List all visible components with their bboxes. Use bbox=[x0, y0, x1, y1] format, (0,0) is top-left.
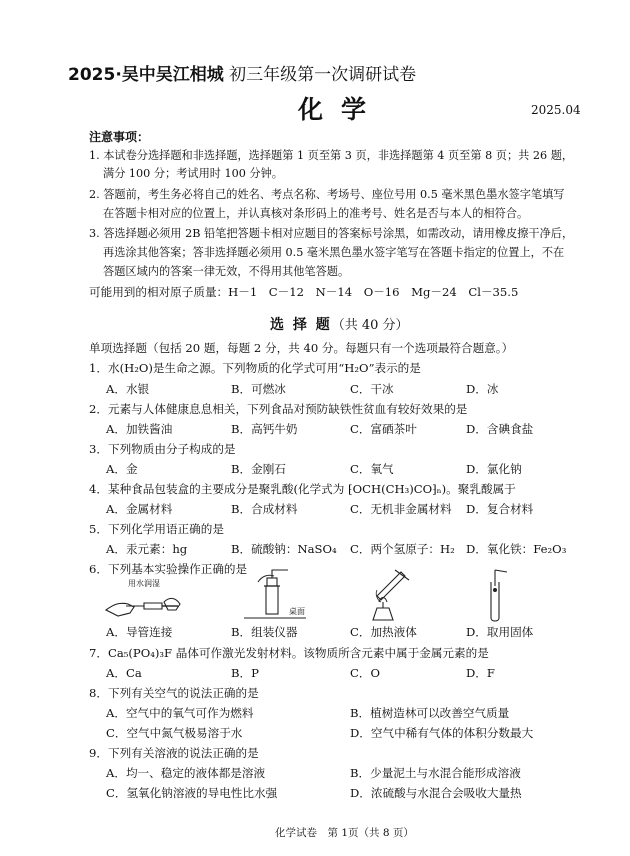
figure-label-table: 桌面 bbox=[289, 607, 305, 616]
option-b: B．合成材料 bbox=[231, 502, 298, 516]
option-a: A．金 bbox=[106, 462, 138, 476]
option-d: D．氯化钠 bbox=[466, 462, 522, 476]
option-a: A．均一、稳定的液体都是溶液 bbox=[106, 766, 266, 780]
question-stem: 2．元素与人体健康息息相关，下列食品对预防缺铁性贫血有较好效果的是 bbox=[89, 402, 468, 416]
question-stem: 9．下列有关溶液的说法正确的是 bbox=[89, 746, 259, 760]
exam-title bbox=[68, 60, 416, 85]
option-b: B．少量泥土与水混合能形成溶液 bbox=[350, 766, 521, 780]
option-a: A．水银 bbox=[106, 382, 150, 396]
question-stem: 4．某种食品包装盒的主要成分是聚乳酸(化学式为 ⁅OCH(CH₃)CO⁆ₙ)。聚乳酸属于 bbox=[89, 482, 516, 496]
option-b: B．高钙牛奶 bbox=[231, 422, 298, 436]
option-b: B．P bbox=[231, 666, 259, 680]
notice-line: 满分 100 分；考试用时 100 分钟。 bbox=[103, 167, 283, 180]
exam-title-text: 初三年级第一次调研试卷 bbox=[223, 65, 417, 85]
notice-line: 1. 本试卷分选择题和非选择题，选择题第 1 页至第 3 页，非选择题第 4 页至第 8 页；共 26 题， bbox=[89, 149, 574, 162]
option-c: C．氧气 bbox=[350, 462, 394, 476]
option-b: B．植树造林可以改善空气质量 bbox=[350, 706, 510, 720]
section-instruction: 单项选择题（包括 20 题，每题 2 分，共 40 分。每题只有一个选项最符合题意。） bbox=[89, 341, 514, 355]
page-footer: 化学试卷 第 1页（共 8 页） bbox=[275, 827, 414, 839]
section-score: （共 40 分） bbox=[331, 318, 409, 333]
notice-line: 3. 答选择题必须用 2B 铅笔把答题卡相对应题目的答案标号涂黑，如需改动，请用橡皮擦干净后， bbox=[89, 227, 574, 240]
option-d: D．取用固体 bbox=[466, 625, 534, 639]
option-b: B．金刚石 bbox=[231, 462, 286, 476]
notice-line: 答题区域内的答案一律无效，不得用其他笔答题。 bbox=[103, 265, 350, 278]
notice-line: 2. 答题前，考生务必将自己的姓名、考点名称、考场号、座位号用 0.5 毫米黑色墨水签字笔填写 bbox=[89, 188, 565, 201]
option-d: D．空气中稀有气体的体积分数最大 bbox=[350, 726, 534, 740]
notice-line: 再选涂其他答案；答非选择题必须用 0.5 毫米黑色墨水签字笔写在答题卡指定的位置上，不在 bbox=[103, 246, 565, 259]
option-c: C．两个氢原子：H₂ bbox=[350, 542, 455, 556]
option-a: A．金属材料 bbox=[106, 502, 173, 516]
option-c: C．富硒茶叶 bbox=[350, 422, 417, 436]
option-a: A．导管连接 bbox=[106, 625, 173, 639]
figure-label-wet: 用水润湿 bbox=[128, 579, 160, 588]
question-stem: 6．下列基本实验操作正确的是 bbox=[89, 562, 248, 576]
option-c: C．干冰 bbox=[350, 382, 394, 396]
question-stem: 3．下列物质由分子构成的是 bbox=[89, 442, 236, 456]
option-d: D．含碘食盐 bbox=[466, 422, 534, 436]
option-b: B．可燃冰 bbox=[231, 382, 286, 396]
option-a: A．加铁酱油 bbox=[106, 422, 173, 436]
question-stem: 1．水(H₂O)是生命之源。下列物质的化学式可用“H₂O”表示的是 bbox=[89, 361, 421, 375]
subject-title: 化学 bbox=[298, 95, 385, 124]
option-c: C．加热液体 bbox=[350, 625, 417, 639]
option-d: D．复合材料 bbox=[466, 502, 534, 516]
exam-brand: 2025·吴中吴江相城 bbox=[68, 65, 224, 85]
atomic-masses: 可能用到的相对原子质量：H－1 C－12 N－14 O－16 Mg－24 Cl－35.5 bbox=[89, 285, 519, 299]
option-c: C．空气中氮气极易溶于水 bbox=[106, 726, 243, 740]
exam-date: 2025.04 bbox=[531, 103, 581, 117]
option-b: B．组装仪器 bbox=[231, 625, 298, 639]
option-c: C．O bbox=[350, 666, 380, 680]
section-title bbox=[270, 314, 409, 334]
option-a: A．汞元素：hg bbox=[106, 542, 188, 556]
question-stem: 7．Ca₅(PO₄)₃F 晶体可作激光发射材料。该物质所含元素中属于金属元素的是 bbox=[89, 646, 489, 660]
option-a: A．Ca bbox=[106, 666, 142, 680]
question-stem: 5．下列化学用语正确的是 bbox=[89, 522, 224, 536]
option-c: C．氢氧化钠溶液的导电性比水强 bbox=[106, 786, 278, 800]
notice-line: 在答题卡相对应的位置上，并认真核对条形码上的准考号、姓名是否与本人的相符合。 bbox=[103, 207, 529, 220]
option-d: D．F bbox=[466, 666, 495, 680]
option-b: B．硫酸钠：NaSO₄ bbox=[231, 542, 337, 556]
option-a: A．空气中的氧气可作为燃料 bbox=[106, 706, 254, 720]
option-d: D．冰 bbox=[466, 382, 499, 396]
option-c: C．无机非金属材料 bbox=[350, 502, 452, 516]
option-d: D．氧化铁：Fe₂O₃ bbox=[466, 542, 567, 556]
figure-heating-liquid bbox=[355, 566, 415, 622]
notice-title: 注意事项： bbox=[89, 130, 150, 144]
figure-take-solid bbox=[483, 568, 513, 624]
question-stem: 8．下列有关空气的说法正确的是 bbox=[89, 686, 259, 700]
section-name: 选 择 题 bbox=[270, 317, 332, 333]
option-d: D．浓硫酸与水混合会吸收大量热 bbox=[350, 786, 522, 800]
